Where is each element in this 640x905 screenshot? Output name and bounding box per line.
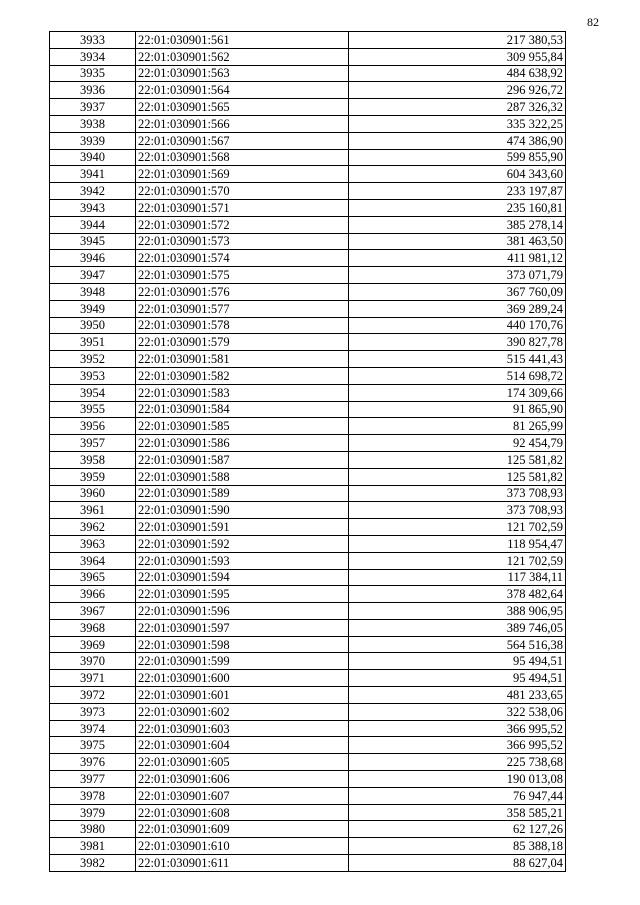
cadastral-number-cell: 22:01:030901:607	[136, 787, 349, 804]
cadastral-number-cell: 22:01:030901:565	[136, 99, 349, 116]
table-row	[50, 821, 566, 838]
table-row	[50, 804, 566, 821]
row-number-cell: 3974	[50, 720, 136, 737]
cadastral-number-cell: 22:01:030901:590	[136, 502, 349, 519]
cadastral-number-cell: 22:01:030901:585	[136, 418, 349, 435]
row-number-cell: 3967	[50, 603, 136, 620]
table-row	[50, 787, 566, 804]
cadastral-number-cell: 22:01:030901:594	[136, 569, 349, 586]
row-number-cell: 3977	[50, 771, 136, 788]
value-cell: 190 013,08	[349, 771, 566, 788]
row-number-cell: 3962	[50, 519, 136, 536]
row-number-cell: 3980	[50, 821, 136, 838]
cadastral-number-cell: 22:01:030901:567	[136, 132, 349, 149]
value-cell: 81 265,99	[349, 418, 566, 435]
cadastral-number-cell: 22:01:030901:563	[136, 65, 349, 82]
value-cell: 287 326,32	[349, 99, 566, 116]
table-row	[50, 754, 566, 771]
row-number-cell: 3966	[50, 586, 136, 603]
table-row	[50, 401, 566, 418]
cadastral-number-cell: 22:01:030901:579	[136, 334, 349, 351]
cadastral-number-cell: 22:01:030901:589	[136, 485, 349, 502]
cadastral-number-cell: 22:01:030901:604	[136, 737, 349, 754]
row-number-cell: 3935	[50, 65, 136, 82]
row-number-cell: 3969	[50, 636, 136, 653]
cadastral-number-cell: 22:01:030901:601	[136, 687, 349, 704]
row-number-cell: 3939	[50, 132, 136, 149]
table-row	[50, 552, 566, 569]
table-row	[50, 149, 566, 166]
cadastral-number-cell: 22:01:030901:609	[136, 821, 349, 838]
cadastral-number-cell: 22:01:030901:591	[136, 519, 349, 536]
cadastral-number-cell: 22:01:030901:574	[136, 250, 349, 267]
row-number-cell: 3957	[50, 435, 136, 452]
value-cell: 390 827,78	[349, 334, 566, 351]
value-cell: 235 160,81	[349, 199, 566, 216]
value-cell: 484 638,92	[349, 65, 566, 82]
value-cell: 373 071,79	[349, 267, 566, 284]
cadastral-number-cell: 22:01:030901:569	[136, 166, 349, 183]
table-row	[50, 166, 566, 183]
cadastral-number-cell: 22:01:030901:576	[136, 283, 349, 300]
value-cell: 233 197,87	[349, 183, 566, 200]
table-row	[50, 703, 566, 720]
value-cell: 217 380,53	[349, 32, 566, 49]
table-row	[50, 451, 566, 468]
table-row	[50, 283, 566, 300]
table-row	[50, 384, 566, 401]
value-cell: 481 233,65	[349, 687, 566, 704]
cadastral-number-cell: 22:01:030901:610	[136, 838, 349, 855]
table-row	[50, 233, 566, 250]
value-cell: 174 309,66	[349, 384, 566, 401]
cadastral-number-cell: 22:01:030901:608	[136, 804, 349, 821]
cadastral-number-cell: 22:01:030901:570	[136, 183, 349, 200]
cadastral-number-cell: 22:01:030901:577	[136, 300, 349, 317]
row-number-cell: 3940	[50, 149, 136, 166]
cadastral-number-cell: 22:01:030901:602	[136, 703, 349, 720]
table-row	[50, 586, 566, 603]
table-row	[50, 855, 566, 872]
cadastral-number-cell: 22:01:030901:581	[136, 351, 349, 368]
value-cell: 322 538,06	[349, 703, 566, 720]
value-cell: 121 702,59	[349, 552, 566, 569]
cadastral-number-cell: 22:01:030901:568	[136, 149, 349, 166]
cadastral-number-cell: 22:01:030901:582	[136, 367, 349, 384]
table-row	[50, 199, 566, 216]
value-cell: 358 585,21	[349, 804, 566, 821]
value-cell: 125 581,82	[349, 468, 566, 485]
cadastral-number-cell: 22:01:030901:587	[136, 451, 349, 468]
value-cell: 599 855,90	[349, 149, 566, 166]
value-cell: 296 926,72	[349, 82, 566, 99]
cadastral-number-cell: 22:01:030901:600	[136, 670, 349, 687]
row-number-cell: 3971	[50, 670, 136, 687]
table-row	[50, 435, 566, 452]
value-cell: 225 738,68	[349, 754, 566, 771]
cadastral-number-cell: 22:01:030901:606	[136, 771, 349, 788]
value-cell: 118 954,47	[349, 535, 566, 552]
row-number-cell: 3981	[50, 838, 136, 855]
table-row	[50, 48, 566, 65]
table-row	[50, 737, 566, 754]
table-row	[50, 300, 566, 317]
table-row	[50, 720, 566, 737]
value-cell: 62 127,26	[349, 821, 566, 838]
table-row	[50, 216, 566, 233]
table-row	[50, 115, 566, 132]
value-cell: 373 708,93	[349, 485, 566, 502]
row-number-cell: 3941	[50, 166, 136, 183]
cadastral-number-cell: 22:01:030901:578	[136, 317, 349, 334]
value-cell: 367 760,09	[349, 283, 566, 300]
cadastral-number-cell: 22:01:030901:592	[136, 535, 349, 552]
row-number-cell: 3942	[50, 183, 136, 200]
cadastral-number-cell: 22:01:030901:566	[136, 115, 349, 132]
row-number-cell: 3982	[50, 855, 136, 872]
table-row	[50, 367, 566, 384]
row-number-cell: 3972	[50, 687, 136, 704]
cadastral-number-cell: 22:01:030901:583	[136, 384, 349, 401]
value-cell: 88 627,04	[349, 855, 566, 872]
cadastral-number-cell: 22:01:030901:597	[136, 619, 349, 636]
row-number-cell: 3933	[50, 32, 136, 49]
table-row	[50, 32, 566, 49]
row-number-cell: 3961	[50, 502, 136, 519]
table-row	[50, 183, 566, 200]
row-number-cell: 3973	[50, 703, 136, 720]
table-row	[50, 519, 566, 536]
row-number-cell: 3953	[50, 367, 136, 384]
table-row	[50, 82, 566, 99]
table-row	[50, 619, 566, 636]
value-cell: 85 388,18	[349, 838, 566, 855]
row-number-cell: 3955	[50, 401, 136, 418]
value-cell: 117 384,11	[349, 569, 566, 586]
value-cell: 366 995,52	[349, 737, 566, 754]
table-row	[50, 838, 566, 855]
row-number-cell: 3960	[50, 485, 136, 502]
row-number-cell: 3947	[50, 267, 136, 284]
cadastral-number-cell: 22:01:030901:573	[136, 233, 349, 250]
row-number-cell: 3959	[50, 468, 136, 485]
table-row	[50, 351, 566, 368]
row-number-cell: 3956	[50, 418, 136, 435]
row-number-cell: 3950	[50, 317, 136, 334]
table-row	[50, 653, 566, 670]
row-number-cell: 3964	[50, 552, 136, 569]
cadastral-number-cell: 22:01:030901:599	[136, 653, 349, 670]
row-number-cell: 3952	[50, 351, 136, 368]
row-number-cell: 3949	[50, 300, 136, 317]
table-row	[50, 267, 566, 284]
table-row	[50, 468, 566, 485]
cadastral-number-cell: 22:01:030901:575	[136, 267, 349, 284]
row-number-cell: 3970	[50, 653, 136, 670]
row-number-cell: 3963	[50, 535, 136, 552]
table-row	[50, 132, 566, 149]
value-cell: 91 865,90	[349, 401, 566, 418]
row-number-cell: 3965	[50, 569, 136, 586]
cadastral-number-cell: 22:01:030901:596	[136, 603, 349, 620]
cadastral-number-cell: 22:01:030901:611	[136, 855, 349, 872]
row-number-cell: 3946	[50, 250, 136, 267]
value-cell: 121 702,59	[349, 519, 566, 536]
value-cell: 92 454,79	[349, 435, 566, 452]
value-cell: 440 170,76	[349, 317, 566, 334]
value-cell: 515 441,43	[349, 351, 566, 368]
table-row	[50, 502, 566, 519]
row-number-cell: 3958	[50, 451, 136, 468]
page-number: 82	[587, 15, 599, 29]
row-number-cell: 3976	[50, 754, 136, 771]
table-row	[50, 99, 566, 116]
table-row	[50, 670, 566, 687]
row-number-cell: 3945	[50, 233, 136, 250]
table-row	[50, 250, 566, 267]
row-number-cell: 3978	[50, 787, 136, 804]
row-number-cell: 3975	[50, 737, 136, 754]
cadastral-number-cell: 22:01:030901:562	[136, 48, 349, 65]
value-cell: 95 494,51	[349, 653, 566, 670]
value-cell: 378 482,64	[349, 586, 566, 603]
cadastral-number-cell: 22:01:030901:588	[136, 468, 349, 485]
cadastral-table	[49, 31, 566, 872]
table-row	[50, 535, 566, 552]
value-cell: 389 746,05	[349, 619, 566, 636]
row-number-cell: 3944	[50, 216, 136, 233]
table-row	[50, 418, 566, 435]
value-cell: 388 906,95	[349, 603, 566, 620]
cadastral-number-cell: 22:01:030901:584	[136, 401, 349, 418]
table-row	[50, 771, 566, 788]
value-cell: 125 581,82	[349, 451, 566, 468]
cadastral-number-cell: 22:01:030901:564	[136, 82, 349, 99]
value-cell: 366 995,52	[349, 720, 566, 737]
row-number-cell: 3968	[50, 619, 136, 636]
table-row	[50, 687, 566, 704]
row-number-cell: 3938	[50, 115, 136, 132]
cadastral-number-cell: 22:01:030901:571	[136, 199, 349, 216]
value-cell: 335 322,25	[349, 115, 566, 132]
value-cell: 474 386,90	[349, 132, 566, 149]
table-row	[50, 569, 566, 586]
value-cell: 95 494,51	[349, 670, 566, 687]
cadastral-number-cell: 22:01:030901:572	[136, 216, 349, 233]
table-row	[50, 603, 566, 620]
value-cell: 76 947,44	[349, 787, 566, 804]
value-cell: 411 981,12	[349, 250, 566, 267]
row-number-cell: 3948	[50, 283, 136, 300]
row-number-cell: 3936	[50, 82, 136, 99]
table-row	[50, 485, 566, 502]
row-number-cell: 3943	[50, 199, 136, 216]
cadastral-number-cell: 22:01:030901:595	[136, 586, 349, 603]
table-row	[50, 317, 566, 334]
cadastral-number-cell: 22:01:030901:598	[136, 636, 349, 653]
value-cell: 373 708,93	[349, 502, 566, 519]
value-cell: 381 463,50	[349, 233, 566, 250]
cadastral-number-cell: 22:01:030901:605	[136, 754, 349, 771]
cadastral-number-cell: 22:01:030901:603	[136, 720, 349, 737]
table-row	[50, 65, 566, 82]
value-cell: 514 698,72	[349, 367, 566, 384]
row-number-cell: 3934	[50, 48, 136, 65]
cadastral-number-cell: 22:01:030901:561	[136, 32, 349, 49]
cadastral-number-cell: 22:01:030901:593	[136, 552, 349, 569]
value-cell: 369 289,24	[349, 300, 566, 317]
table-row	[50, 636, 566, 653]
table-row	[50, 334, 566, 351]
row-number-cell: 3954	[50, 384, 136, 401]
value-cell: 309 955,84	[349, 48, 566, 65]
row-number-cell: 3951	[50, 334, 136, 351]
row-number-cell: 3937	[50, 99, 136, 116]
value-cell: 604 343,60	[349, 166, 566, 183]
value-cell: 385 278,14	[349, 216, 566, 233]
cadastral-number-cell: 22:01:030901:586	[136, 435, 349, 452]
value-cell: 564 516,38	[349, 636, 566, 653]
table-body	[50, 32, 566, 872]
row-number-cell: 3979	[50, 804, 136, 821]
